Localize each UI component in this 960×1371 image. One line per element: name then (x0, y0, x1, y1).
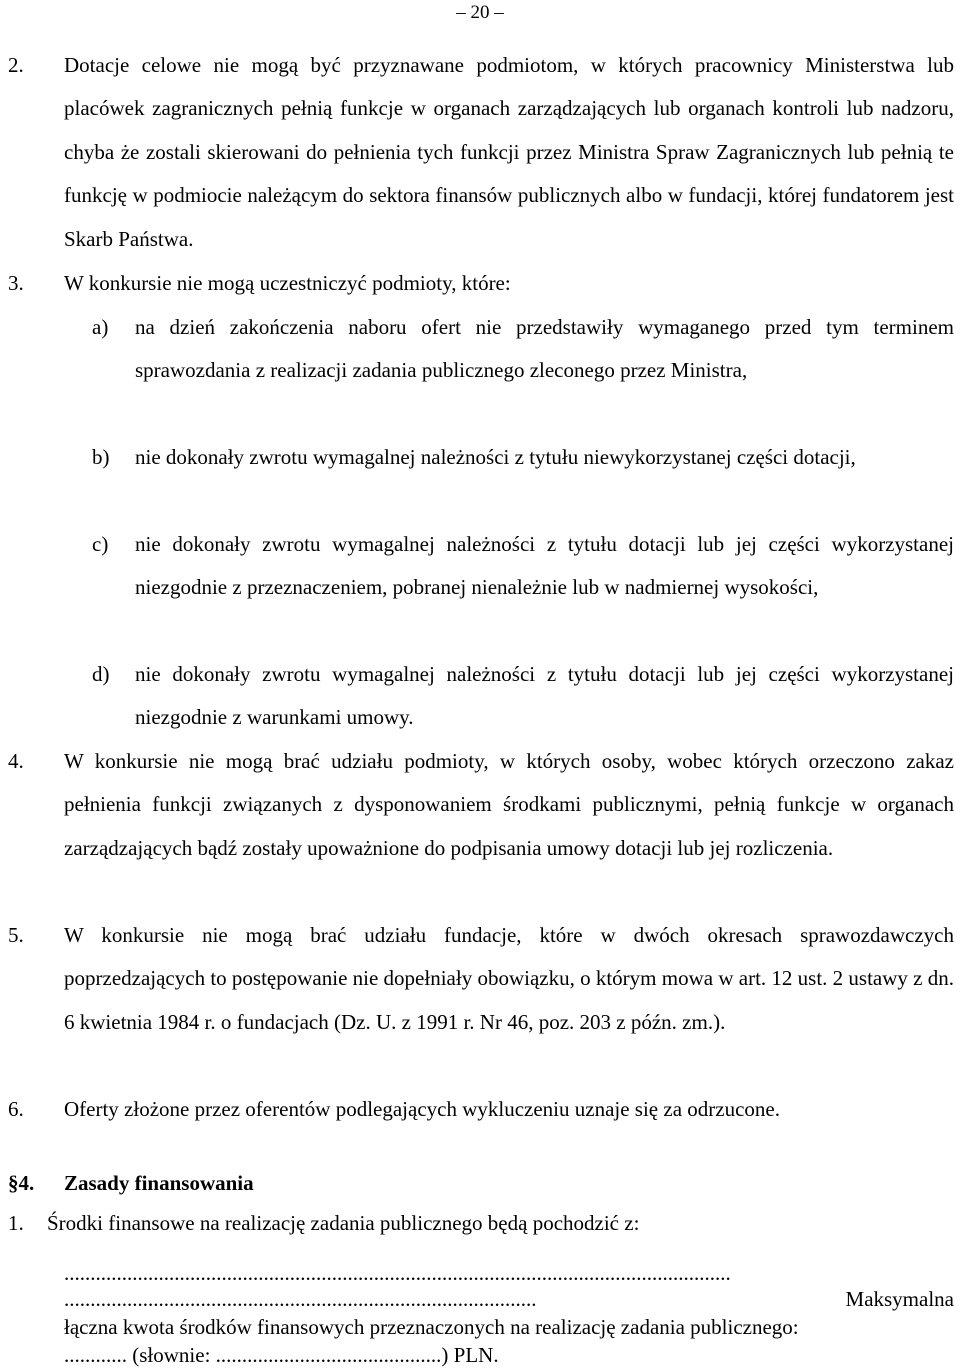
sub-item-letter: d) (92, 662, 110, 686)
total-amount-line: łączna kwota środków finansowych przeznaczonych na realizację zadania publicznego: (64, 1315, 799, 1339)
sub-item-letter: a) (92, 315, 109, 339)
sub-item-text: na dzień zakończenia naboru ofert nie przedstawiły wymaganego przed tym terminem sprawozdania z realizacji zadania publicznego zleconego przez Ministra, (135, 315, 954, 383)
item-number: 4. (8, 749, 24, 773)
section-number: §4. (8, 1171, 35, 1195)
fill-dots: .......................................................................................... (64, 1287, 537, 1311)
section-heading (8, 1163, 254, 1203)
sub-item-letter: b) (92, 445, 110, 469)
item-number: 6. (8, 1097, 24, 1121)
financing-text: Środki finansowe na realizację zadania publicznego będą pochodzić z: (47, 1211, 640, 1235)
item-text: W konkursie nie mogą brać udziału fundacje, które w dwóch okresach sprawozdawczych poprzedzających to postępowanie nie dopełniały obowiązku, o którym mowa w art. 12 ust. 2 ustawy z dn. 6 kwietnia 1984 r. o fundacjach (Dz. U. z 1991 r. Nr 46, poz. 203 z późn. zm.). (64, 923, 954, 1034)
item-text: Oferty złożone przez oferentów podlegających wykluczeniu uznaje się za odrzucone. (64, 1097, 780, 1121)
fill-line-with-label (64, 1285, 954, 1314)
item-text: Dotacje celowe nie mogą być przyznawane podmiotom, w których pracownicy Ministerstwa lub placówek zagranicznych pełnią funkcje w organach zarządzających lub organach kontroli lub nadzoru, chyba że zostali skierowani do pełnienia tych funkcji przez Ministra Spraw Zagranicznych lub pełnią te funkcję w podmiocie należącym do sektora finansów publicznych albo w fundacji, której fundatorem jest Skarb Państwa. (64, 53, 954, 251)
sub-item-text: nie dokonały zwrotu wymagalnej należności z tytułu niewykorzystanej części dotacji, (135, 445, 856, 469)
item-number: 5. (8, 923, 24, 947)
sub-item-letter: c) (92, 532, 109, 556)
section-title: Zasady finansowania (64, 1171, 254, 1195)
item-number: 3. (8, 271, 24, 295)
sub-item-text: nie dokonały zwrotu wymagalnej należności z tytułu dotacji lub jej części wykorzystanej niezgodnie z przeznaczeniem, pobranej nienależnie lub w nadmiernej wysokości, (135, 532, 954, 600)
fill-line: ............................................................................................................................... (64, 1261, 731, 1285)
item-text: W konkursie nie mogą uczestniczyć podmioty, które: (64, 271, 511, 295)
maximum-label: Maksymalna (845, 1287, 954, 1311)
page-number: – 20 – (456, 2, 504, 23)
item-text: W konkursie nie mogą brać udziału podmioty, w których osoby, wobec których orzeczono zakaz pełnienia funkcji związanych z dysponowaniem środkami publicznymi, pełnią funkcje w organach zarządzających bądź zostały upoważnione do podpisania umowy dotacji lub jej rozliczenia. (64, 749, 954, 860)
financing-number: 1. (8, 1211, 24, 1235)
amount-in-words-line: ............ (słownie: ...........................................) PLN. (64, 1343, 499, 1367)
item-number: 2. (8, 53, 24, 77)
sub-item-text: nie dokonały zwrotu wymagalnej należności z tytułu dotacji lub jej części wykorzystanej niezgodnie z warunkami umowy. (135, 662, 954, 730)
